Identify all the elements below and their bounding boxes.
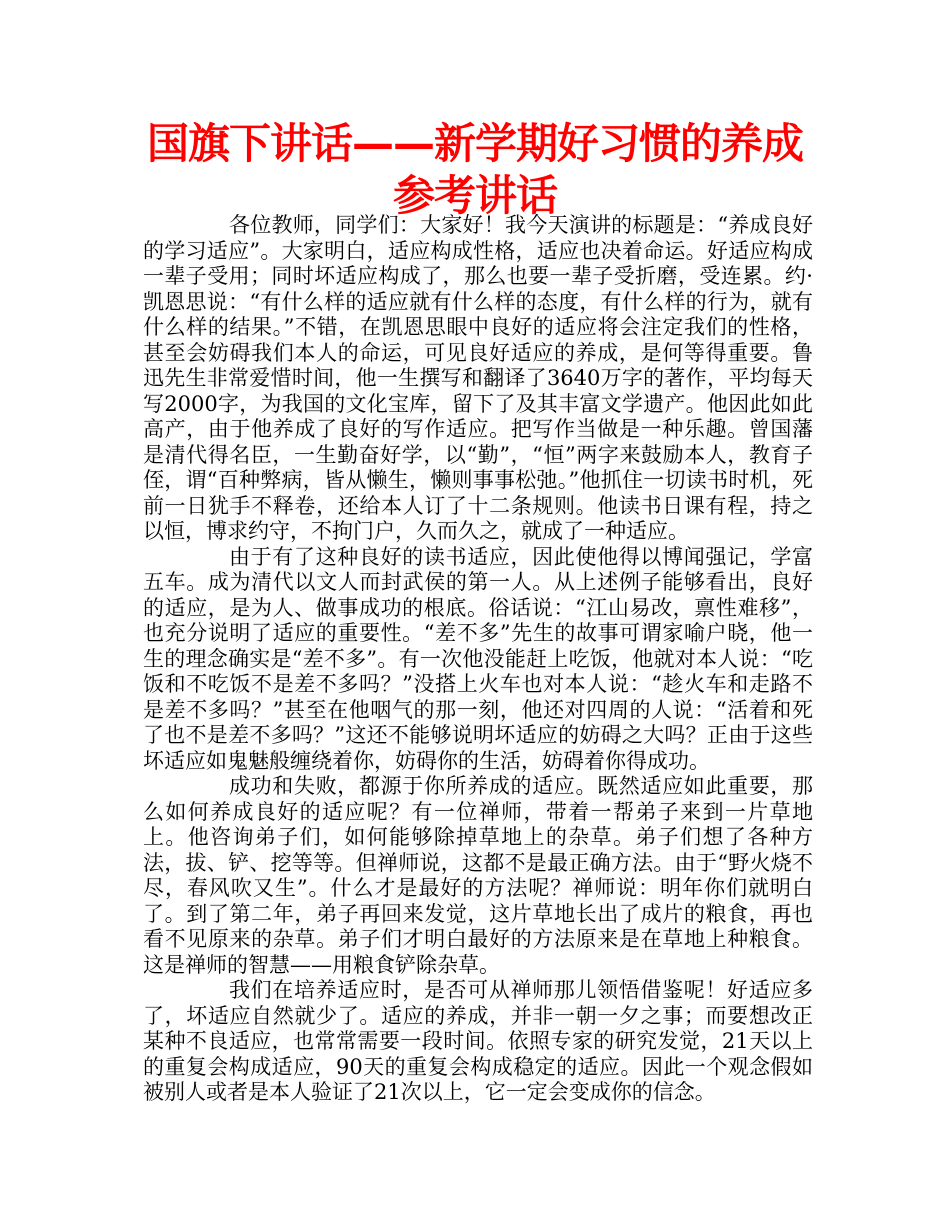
document-body bbox=[143, 213, 813, 1106]
paragraph: 各位教师，同学们：大家好！我今天演讲的标题是：“养成良好的学习适应”。大家明白，适应构成性格，适应也决着命运。好适应构成一辈子受用；同时坏适应构成了，那么也要一辈子受折磨，受连累。约·凯恩思说：“有什么样的适应就有什么样的态度，有什么样的行为，就有什么样的结果。”不错，在凯恩思眼中良好的适应将会注定我们的性格，甚至会妨碍我们本人的命运，可见良好适应的养成，是何等得重要。鲁迅先生非常爱惜时间，他一生撰写和翻译了3640万字的著作，平均每天写2000字，为我国的文化宝库，留下了及其丰富文学遗产。他因此如此高产，由于他养成了良好的写作适应。把写作当做是一种乐趣。曾国藩是清代得名臣，一生勤奋好学，以“勤”，“恒”两字来鼓励本人，教育子侄，谓“百种弊病，皆从懒生，懒则事事松弛。”他抓住一切读书时机，死前一日犹手不释卷，还给本人订了十二条规则。他读书日课有程，持之以恒，博求约守，不拘门户，久而久之，就成了一种适应。 bbox=[143, 213, 813, 543]
paragraph: 我们在培养适应时，是否可从禅师那儿领悟借鉴呢！好适应多了，坏适应自然就少了。适应的养成，并非一朝一夕之事；而要想改正某种不良适应，也常常需要一段时间。依照专家的研究发觉，21天以上的重复会构成适应，90天的重复会构成稳定的适应。因此一个观念假如被别人或者是本人验证了21次以上，它一定会变成你的信念。 bbox=[143, 978, 813, 1104]
document-title: 国旗下讲话——新学期好习惯的养成参考讲话 bbox=[146, 119, 803, 220]
paragraph: 成功和失败，都源于你所养成的适应。既然适应如此重要，那么如何养成良好的适应呢？有一位禅师，带着一帮弟子来到一片草地上。他咨询弟子们，如何能够除掉草地上的杂草。弟子们想了各种方法，拔、铲、挖等等。但禅师说，这都不是最正确方法。由于“野火烧不尽，春风吹又生”。什么才是最好的方法呢？禅师说：明年你们就明白了。到了第二年，弟子再回来发觉，这片草地长出了成片的粮食，再也看不见原来的杂草。弟子们才明白最好的方法原来是在草地上种粮食。这是禅师的智慧——用粮食铲除杂草。 bbox=[143, 774, 813, 977]
paragraph: 由于有了这种良好的读书适应，因此使他得以博闻强记，学富五车。成为清代以文人而封武侯的第一人。从上述例子能够看出，良好的适应，是为人、做事成功的根底。俗话说：“江山易改，禀性难移”，也充分说明了适应的重要性。“差不多”先生的故事可谓家喻户晓，他一生的理念确实是“差不多”。有一次他没能赶上吃饭，他就对本人说：“吃饭和不吃饭不是差不多吗？”没搭上火车也对本人说：“趁火车和走路不是差不多吗？”甚至在他咽气的那一刻，他还对四周的人说：“活着和死了也不是差不多吗？”这还不能够说明坏适应的妨碍之大吗？正由于这些坏适应如鬼魅般缠绕着你，妨碍你的生活，妨碍着你得成功。 bbox=[143, 544, 813, 773]
